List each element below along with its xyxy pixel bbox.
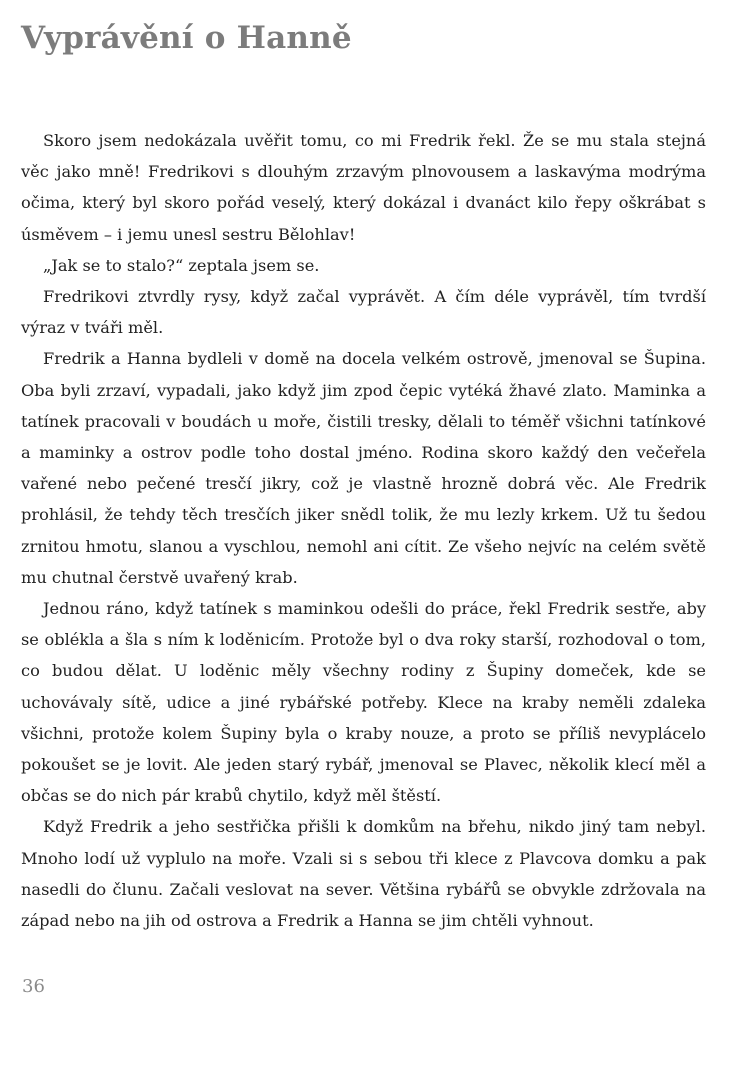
page-number: 36 xyxy=(22,976,45,997)
paragraph: Skoro jsem nedokázala uvěřit tomu, co mi Fredrik řekl. Že se mu stala stejná věc jako mně! Fredrikovi s dlouhým zrzavým plnovousem a laskavýma modrýma očima, který byl skoro pořád veselý, který dokázal i dvanáct kilo řepy oškrábat s úsměvem – i jemu unesl sestru Bělohlav! xyxy=(21,131,706,244)
chapter-title: Vyprávění o Hanně xyxy=(21,20,352,56)
paragraph: Když Fredrik a jeho sestřička přišli k domkům na břehu, nikdo jiný tam nebyl. Mnoho lodí už vyplulo na moře. Vzali si s sebou tři klece z Plavcova domku a pak nasedli do člunu. Začali veslovat na sever. Většina rybářů se obvykle zdržovala na západ nebo na jih od ostrova a Fredrik a Hanna se jim chtěli vyhnout. xyxy=(21,817,706,931)
paragraph: Jednou ráno, když tatínek s maminkou odešli do práce, řekl Fredrik sestře, aby se oblékla a šla s ním k loděnicím. Protože byl o dva roky starší, rozhodoval o tom, co budou dělat. U loděnic měly všechny rodiny z Šupiny domeček, kde se uchovávaly sítě, udice a jiné rybářské potřeby. Klece na kraby neměli zdaleka všichni, protože kolem Šupiny byla o kraby nouze, a proto se příliš nevyplácelo pokoušet se je lovit. Ale jeden starý rybář, jmenoval se Plavec, několik klecí měl a občas se do nich pár krabů chytilo, když měl štěstí. xyxy=(21,599,706,806)
paragraph: Fredrik a Hanna bydleli v domě na docela velkém ostrově, jmenoval se Šupina. Oba byli zrzaví, vypadali, jako když jim zpod čepic vytéká žhavé zlato. Maminka a tatínek pracovali v boudách u moře, čistili tresky, dělali to téměř všichni tatínkové a maminky a ostrov podle toho dostal jméno. Rodina skoro každý den večeřela vařené nebo pečené tresčí jikry, což je vlastně hrozně dobrá věc. Ale Fredrik prohlásil, že tehdy těch tresčích jiker snědl tolik, že mu lezly krkem. Už tu šedou zrnitou hmotu, slanou a vyschlou, nemohl ani cítit. Ze všeho nejvíc na celém světě mu chutnal čerstvě uvařený krab. xyxy=(21,349,706,587)
paragraph: „Jak se to stalo?“ zeptala jsem se. xyxy=(43,255,320,275)
body-text xyxy=(21,125,706,936)
paragraph: Fredrikovi ztvrdly rysy, když začal vyprávět. A čím déle vyprávěl, tím tvrdší výraz v tváři měl. xyxy=(21,287,706,338)
